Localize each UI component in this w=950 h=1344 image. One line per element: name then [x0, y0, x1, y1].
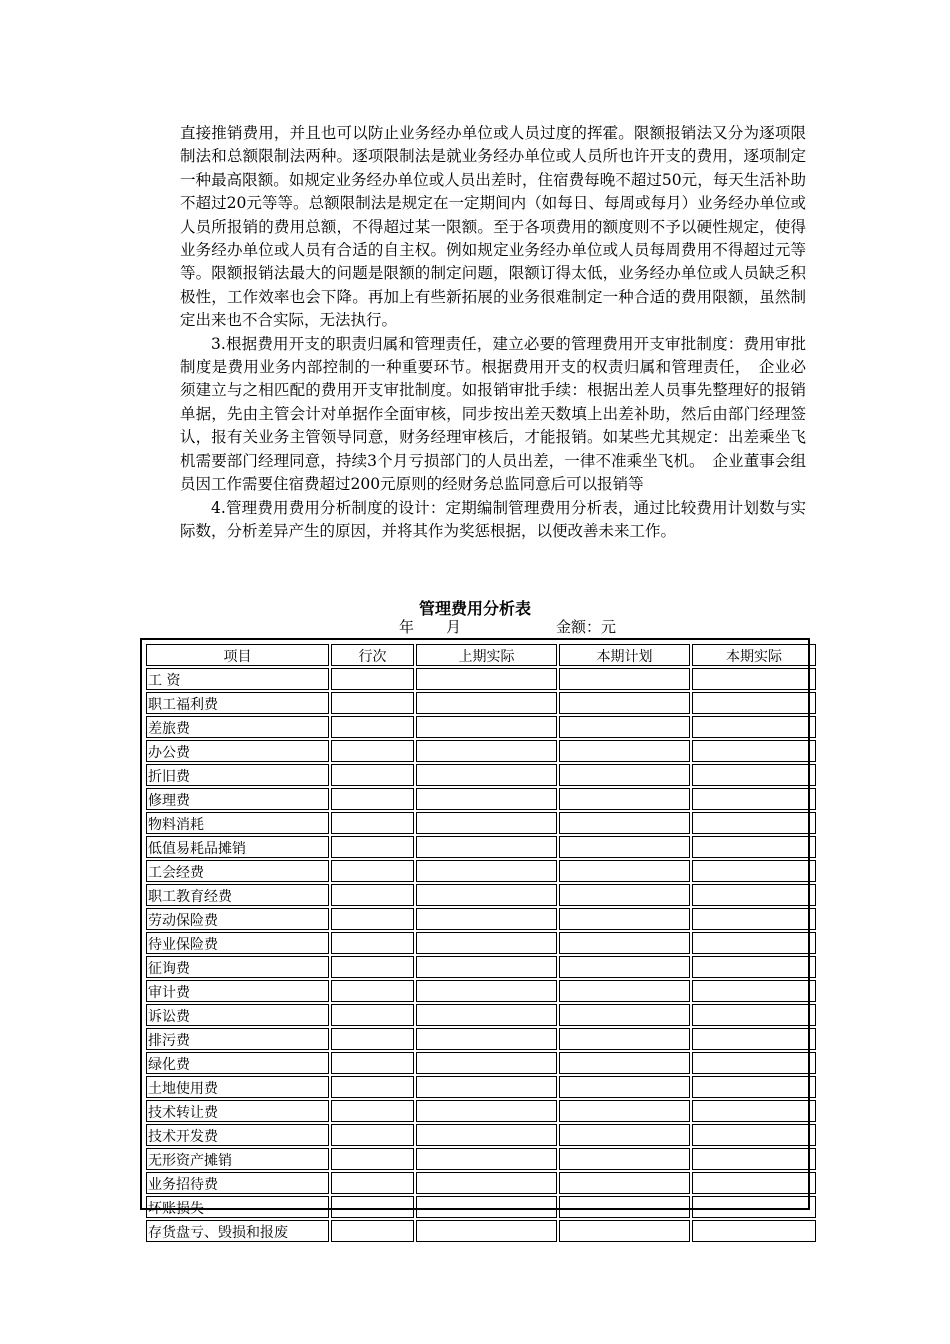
paragraph-2: 3.根据费用开支的职责归属和管理责任，建立必要的管理费用开支审批制度：费用审批制度是费用业务内部控制的一种重要环节。根据费用开支的权责归属和管理责任， 企业必须建立与之相匹配的费用开支审批制度。如报销审批手续：根据出差人员事先整理好的报销单据，先由主管会计对单据作全面审核，同步按出差天数填上出差补助，然后由部门经理签认，报有关业务主管领导同意，财务经理审核后，才能报销。如某些尤其规定：出差乘坐飞机需要部门经理同意，持续3个月亏损部门的人员出差，一律不准乘坐飞机。 企业董事会组员因工作需要住宿费超过200元原则的经财务总监同意后可以报销等	[180, 334, 806, 494]
row-value-cell	[416, 668, 557, 690]
row-value-cell	[692, 860, 816, 882]
row-value-cell	[416, 1172, 557, 1194]
row-value-cell	[331, 740, 414, 762]
row-value-cell	[331, 1172, 414, 1194]
row-item-label: 折旧费	[146, 764, 329, 786]
row-value-cell	[331, 716, 414, 738]
row-item-label: 职工福利费	[146, 692, 329, 714]
table-row	[146, 668, 816, 690]
table-row	[146, 980, 816, 1002]
row-value-cell	[416, 908, 557, 930]
row-value-cell	[331, 1148, 414, 1170]
table-row	[146, 1220, 816, 1242]
table-row	[146, 836, 816, 858]
table-row	[146, 860, 816, 882]
row-item-label: 待业保险费	[146, 932, 329, 954]
row-value-cell	[692, 884, 816, 906]
row-value-cell	[331, 956, 414, 978]
row-value-cell	[692, 932, 816, 954]
row-value-cell	[331, 1220, 414, 1242]
row-value-cell	[416, 860, 557, 882]
row-value-cell	[692, 1004, 816, 1026]
year-label: 年	[399, 618, 415, 636]
row-item-label: 工会经费	[146, 860, 329, 882]
row-value-cell	[559, 860, 690, 882]
row-value-cell	[559, 1028, 690, 1050]
table-row	[146, 716, 816, 738]
row-item-label: 排污费	[146, 1028, 329, 1050]
row-value-cell	[559, 956, 690, 978]
row-value-cell	[692, 764, 816, 786]
document-body	[180, 122, 806, 543]
row-value-cell	[416, 1124, 557, 1146]
row-item-label: 审计费	[146, 980, 329, 1002]
row-value-cell	[416, 764, 557, 786]
row-value-cell	[331, 692, 414, 714]
row-value-cell	[559, 668, 690, 690]
table-row	[146, 812, 816, 834]
row-value-cell	[692, 1220, 816, 1242]
row-value-cell	[692, 1028, 816, 1050]
amount-unit-label: 金额：元	[556, 618, 617, 636]
table-row	[146, 1124, 816, 1146]
row-value-cell	[692, 1052, 816, 1074]
row-value-cell	[692, 956, 816, 978]
row-value-cell	[416, 716, 557, 738]
row-value-cell	[692, 1172, 816, 1194]
row-value-cell	[331, 836, 414, 858]
row-value-cell	[692, 980, 816, 1002]
row-value-cell	[416, 1100, 557, 1122]
table-row	[146, 1028, 816, 1050]
row-value-cell	[559, 716, 690, 738]
row-value-cell	[559, 1076, 690, 1098]
table-row	[146, 1148, 816, 1170]
row-item-label: 诉讼费	[146, 1004, 329, 1026]
row-value-cell	[331, 884, 414, 906]
row-value-cell	[331, 1052, 414, 1074]
table-row	[146, 908, 816, 930]
table-row	[146, 740, 816, 762]
header-current-period-plan: 本期计划	[559, 644, 690, 666]
row-value-cell	[416, 1052, 557, 1074]
row-value-cell	[559, 692, 690, 714]
row-value-cell	[559, 788, 690, 810]
row-item-label: 工 资	[146, 668, 329, 690]
table-row	[146, 788, 816, 810]
row-value-cell	[416, 1148, 557, 1170]
table-row	[146, 932, 816, 954]
row-value-cell	[559, 1196, 690, 1218]
row-value-cell	[331, 980, 414, 1002]
row-value-cell	[416, 1196, 557, 1218]
table-header-row	[146, 644, 816, 666]
table-title: 管理费用分析表	[418, 599, 531, 618]
table-row	[146, 1172, 816, 1194]
row-value-cell	[416, 836, 557, 858]
row-value-cell	[559, 740, 690, 762]
row-item-label: 技术转让费	[146, 1100, 329, 1122]
row-item-label: 技术开发费	[146, 1124, 329, 1146]
row-value-cell	[692, 716, 816, 738]
table-row	[146, 884, 816, 906]
row-value-cell	[559, 1052, 690, 1074]
row-value-cell	[416, 956, 557, 978]
table-row	[146, 764, 816, 786]
row-item-label: 办公费	[146, 740, 329, 762]
header-last-period-actual: 上期实际	[416, 644, 557, 666]
row-item-label: 征询费	[146, 956, 329, 978]
row-value-cell	[692, 836, 816, 858]
row-value-cell	[692, 1148, 816, 1170]
row-value-cell	[559, 764, 690, 786]
row-value-cell	[559, 812, 690, 834]
row-item-label: 物料消耗	[146, 812, 329, 834]
row-item-label: 差旅费	[146, 716, 329, 738]
expense-analysis-table-frame	[140, 638, 810, 1241]
row-value-cell	[331, 1004, 414, 1026]
row-item-label: 低值易耗品摊销	[146, 836, 329, 858]
row-value-cell	[331, 1028, 414, 1050]
row-value-cell	[416, 1004, 557, 1026]
table-row	[146, 1196, 816, 1218]
row-item-label: 业务招待费	[146, 1172, 329, 1194]
row-value-cell	[331, 1076, 414, 1098]
row-value-cell	[331, 908, 414, 930]
row-value-cell	[692, 692, 816, 714]
row-value-cell	[692, 812, 816, 834]
row-value-cell	[331, 932, 414, 954]
row-value-cell	[559, 836, 690, 858]
row-value-cell	[559, 932, 690, 954]
row-value-cell	[559, 980, 690, 1002]
row-value-cell	[331, 860, 414, 882]
row-value-cell	[416, 1028, 557, 1050]
row-item-label: 劳动保险费	[146, 908, 329, 930]
row-value-cell	[559, 1148, 690, 1170]
row-value-cell	[692, 1196, 816, 1218]
table-row	[146, 1004, 816, 1026]
row-value-cell	[559, 908, 690, 930]
expense-analysis-table	[144, 642, 818, 1244]
row-value-cell	[416, 812, 557, 834]
row-value-cell	[692, 908, 816, 930]
row-value-cell	[416, 692, 557, 714]
row-value-cell	[692, 668, 816, 690]
row-value-cell	[692, 1100, 816, 1122]
row-value-cell	[692, 740, 816, 762]
row-value-cell	[559, 1100, 690, 1122]
table-row	[146, 1052, 816, 1074]
row-value-cell	[331, 668, 414, 690]
header-item: 项目	[146, 644, 329, 666]
row-item-label: 土地使用费	[146, 1076, 329, 1098]
table-row	[146, 956, 816, 978]
table-row	[146, 692, 816, 714]
row-value-cell	[331, 788, 414, 810]
row-value-cell	[416, 788, 557, 810]
row-value-cell	[416, 1220, 557, 1242]
paragraph-1: 直接推销费用，并且也可以防止业务经办单位或人员过度的挥霍。限额报销法又分为逐项限制法和总额限制法两种。逐项限制法是就业务经办单位或人员所也许开支的费用，逐项制定一种最高限额。如规定业务经办单位或人员出差时，住宿费每晚不超过50元，每天生活补助不超过20元等等。总额限制法是规定在一定期间内（如每日、每周或每月）业务经办单位或人员所报销的费用总额，不得超过某一限额。至于各项费用的额度则不予以硬性规定，使得业务经办单位或人员有合适的自主权。例如规定业务经办单位或人员每周费用不得超过元等等。限额报销法最大的问题是限额的制定问题，限额订得太低，业务经办单位或人员缺乏积极性，工作效率也会下降。再加上有些新拓展的业务很难制定一种合适的费用限额，虽然制定出来也不合实际，无法执行。	[180, 124, 806, 330]
row-item-label: 绿化费	[146, 1052, 329, 1074]
row-value-cell	[416, 1076, 557, 1098]
header-current-period-actual: 本期实际	[692, 644, 816, 666]
row-value-cell	[559, 1172, 690, 1194]
row-value-cell	[331, 1196, 414, 1218]
row-value-cell	[331, 1124, 414, 1146]
row-value-cell	[559, 884, 690, 906]
row-item-label: 无形资产摊销	[146, 1148, 329, 1170]
table-row	[146, 1100, 816, 1122]
row-value-cell	[416, 980, 557, 1002]
row-item-label: 修理费	[146, 788, 329, 810]
row-value-cell	[416, 884, 557, 906]
row-value-cell	[416, 740, 557, 762]
header-line-no: 行次	[331, 644, 414, 666]
paragraph-3: 4.管理费用费用分析制度的设计：定期编制管理费用分析表，通过比较费用计划数与实际数，分析差异产生的原因，并将其作为奖惩根据，以便改善未来工作。	[180, 498, 806, 540]
row-value-cell	[692, 1124, 816, 1146]
row-value-cell	[692, 1076, 816, 1098]
row-value-cell	[692, 788, 816, 810]
row-value-cell	[331, 812, 414, 834]
row-item-label: 存货盘亏、毁损和报废	[146, 1220, 329, 1242]
row-value-cell	[416, 932, 557, 954]
row-value-cell	[559, 1220, 690, 1242]
month-label: 月	[446, 618, 462, 636]
row-value-cell	[331, 764, 414, 786]
table-row	[146, 1076, 816, 1098]
row-item-label: 坏账损失	[146, 1196, 329, 1218]
row-item-label: 职工教育经费	[146, 884, 329, 906]
row-value-cell	[559, 1124, 690, 1146]
row-value-cell	[559, 1004, 690, 1026]
row-value-cell	[331, 1100, 414, 1122]
